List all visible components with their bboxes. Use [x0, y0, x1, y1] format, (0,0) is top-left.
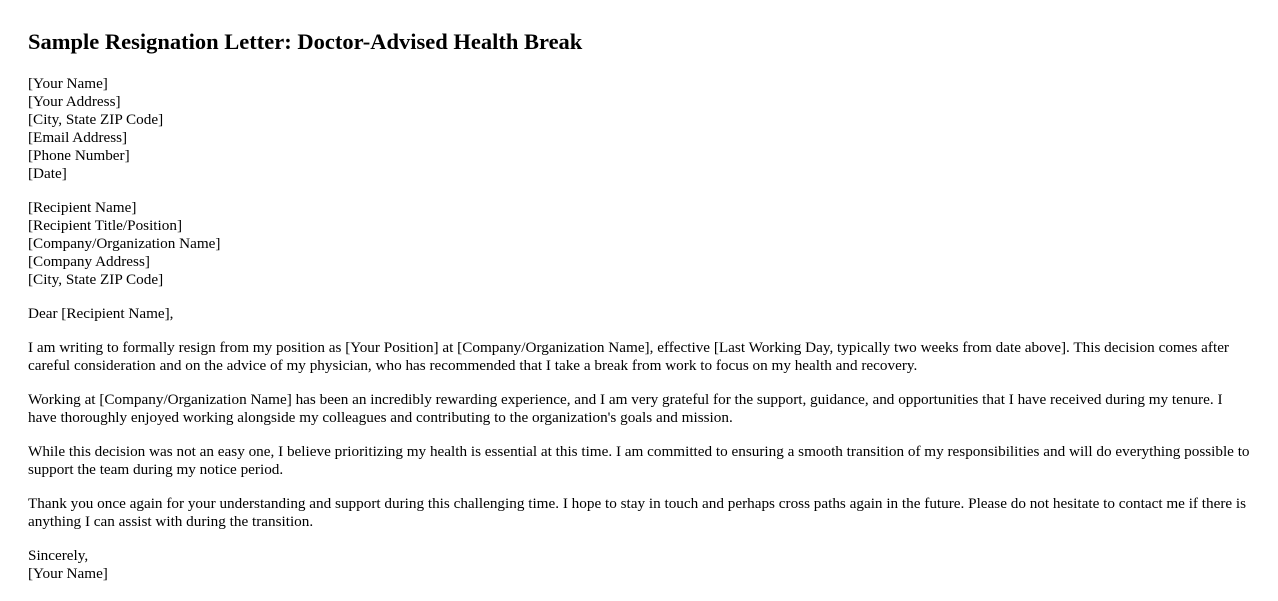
sender-email: [Email Address]: [28, 129, 128, 146]
closing-block: [28, 547, 1250, 583]
recipient-address-block: [28, 199, 1250, 289]
letter-date: [Date]: [28, 165, 67, 182]
body-paragraph-3: While this decision was not an easy one, I believe prioritizing my health is essential at this time. I am committed to ensuring a smooth transition of my responsibilities and will do everything possible to support the team during my notice period.: [28, 443, 1250, 478]
sender-city-state-zip: [City, State ZIP Code]: [28, 111, 164, 128]
recipient-company-address: [Company Address]: [28, 253, 150, 270]
recipient-company: [Company/Organization Name]: [28, 235, 221, 252]
sender-phone: [Phone Number]: [28, 147, 130, 164]
salutation: Dear [Recipient Name],: [28, 305, 174, 322]
body-paragraph-1: I am writing to formally resign from my position as [Your Position] at [Company/Organization Name], effective [Last Working Day, typically two weeks from date above]. This decision comes after careful consideration and on the advice of my physician, who has recommended that I take a break from work to focus on my health and recovery.: [28, 339, 1229, 374]
recipient-name: [Recipient Name]: [28, 199, 137, 216]
signature-name: [Your Name]: [28, 565, 108, 582]
page-title: Sample Resignation Letter: Doctor-Advised Health Break: [28, 29, 583, 54]
sender-address-block: [28, 75, 1250, 183]
sender-address: [Your Address]: [28, 93, 121, 110]
body-paragraph-2: Working at [Company/Organization Name] has been an incredibly rewarding experience, and I am very grateful for the support, guidance, and opportunities that I have received during my tenure. I have thoroughly enjoyed working alongside my colleagues and contributing to the organization's goals and mission.: [28, 391, 1223, 426]
sender-name: [Your Name]: [28, 75, 108, 92]
recipient-city-state-zip: [City, State ZIP Code]: [28, 271, 164, 288]
body-paragraph-4: Thank you once again for your understanding and support during this challenging time. I hope to stay in touch and perhaps cross paths again in the future. Please do not hesitate to contact me if there is anything I can assist with during the transition.: [28, 495, 1247, 530]
closing: Sincerely,: [28, 547, 89, 564]
recipient-title: [Recipient Title/Position]: [28, 217, 182, 234]
